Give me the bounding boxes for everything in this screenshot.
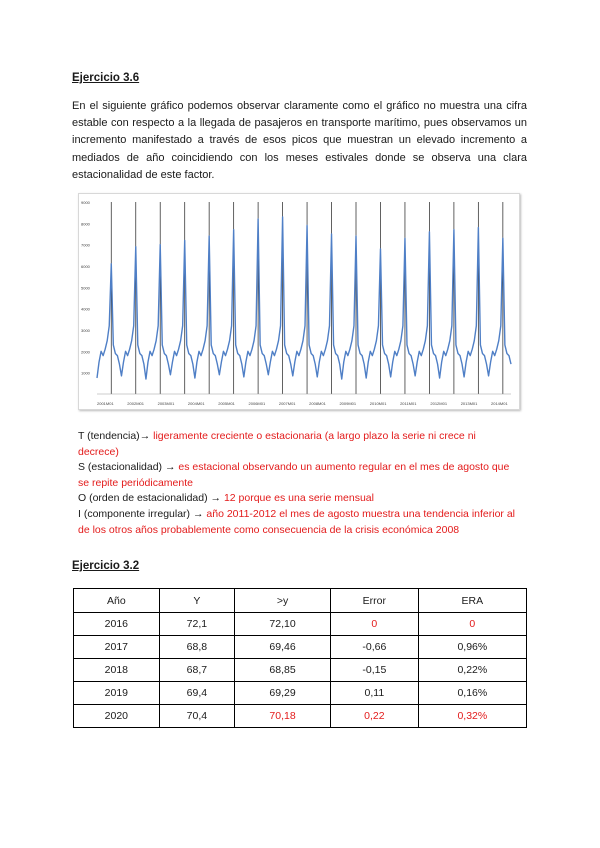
series-line [97,217,511,379]
y-tick-label: 2000 [81,349,90,355]
x-tick-label: 2009M01 [339,401,357,406]
cell-era: 0,96% [418,636,526,659]
y-tick-label: 8000 [81,221,90,227]
cell-y: 68,8 [159,636,234,659]
cell-error: -0,66 [331,636,419,659]
y-tick-label: 7000 [81,242,90,248]
o-label: O (orden de estacionalidad) [78,492,208,505]
table-row [74,636,527,659]
component-i [78,507,518,538]
header-y-hat: >y [235,589,331,613]
forecast-table [73,588,527,728]
cell-era: 0 [418,613,526,636]
cell-y-hat: 72,10 [235,613,331,636]
y-tick-label: 9000 [81,200,90,205]
header-era: ERA [418,589,526,613]
y-tick-label: 1000 [81,370,90,376]
s-text: es estacional observando un aumento regular en el mes de agosto que se repite periódicamente [78,461,510,489]
exercise-3-2-heading: Ejercicio 3.2 [72,560,140,572]
header-error: Error [331,589,419,613]
x-tick-label: 2007M01 [278,401,296,406]
table-row [74,613,527,636]
cell-error: -0,15 [331,659,419,682]
cell-era: 0,16% [418,682,526,705]
table-row [74,659,527,682]
x-tick-label: 2014M01 [491,401,508,406]
cell-era: 0,32% [418,705,526,728]
component-s [78,460,518,491]
i-label: I (componente irregular) [78,507,191,520]
cell-year: 2020 [74,705,160,728]
cell-error: 0,11 [331,682,419,705]
x-tick-label: 2005M01 [218,401,235,406]
cell-y: 72,1 [159,613,234,636]
cell-year: 2018 [74,659,160,682]
x-tick-label: 2011M01 [400,401,417,406]
x-tick-label: 2012M01 [430,401,448,406]
cell-error: 0 [331,613,419,636]
cell-y: 69,4 [159,682,234,705]
cell-error: 0,22 [331,705,419,728]
t-label: T (tendencia) [78,430,140,442]
cell-year: 2019 [74,682,160,705]
y-tick-label: 3000 [81,328,90,333]
header-y: Y [159,589,234,613]
cell-year: 2017 [74,636,160,659]
y-tick-label: 4000 [81,306,90,312]
cell-y-hat: 68,85 [235,659,331,682]
cell-y-hat: 70,18 [235,705,331,728]
cell-y-hat: 69,46 [235,636,331,659]
s-label: S (estacionalidad) [78,461,163,474]
x-tick-label: 2006M01 [248,401,266,406]
table-row [74,682,527,705]
s-arrow: → [164,461,176,474]
t-arrow: → [139,430,151,442]
x-tick-label: 2010M01 [369,401,387,406]
x-tick-label: 2013M01 [460,401,478,406]
cell-y-hat: 69,29 [235,682,331,705]
cell-y: 70,4 [159,705,234,728]
exercise-3-6-heading: Ejercicio 3.6 [72,72,140,84]
o-text: 12 porque es una serie mensual [223,492,374,505]
x-tick-label: 2008M01 [309,401,326,406]
i-text: año 2011-2012 el mes de agosto muestra una tendencia inferior al de los otros años probablemente como consecuencia de la crisis económica 2008 [78,507,515,536]
x-tick-label: 2001M01 [97,401,114,406]
i-arrow: → [192,507,204,520]
component-t [78,429,518,460]
o-arrow: → [210,492,222,505]
y-tick-label: 6000 [81,264,90,269]
component-o [78,491,518,507]
exercise-3-6-paragraph: En el siguiente gráfico podemos observar claramente como el gráfico no muestra una cifra estable con respecto a la llegada de pasajeros en transporte marítimo, pues observamos un incremento manifestado a través de esos picos que muestran un elevado incremento a mediados de año coincidiendo con los meses estivales donde se observa una clara estacionalidad de este factor. [72,100,527,181]
y-tick-label: 5000 [81,285,90,291]
components-list [78,429,518,538]
cell-era: 0,22% [418,659,526,682]
chart-svg [79,194,519,409]
cell-y: 68,7 [159,659,234,682]
table-row [74,705,527,728]
seasonal-line-chart [78,193,520,410]
cell-year: 2016 [74,613,160,636]
table-header-row [74,589,527,613]
x-tick-label: 2004M01 [187,401,205,406]
t-text: ligeramente creciente o estacionaria (a largo plazo la serie ni crece ni decrece) [78,430,476,458]
x-tick-label: 2003M01 [157,401,175,406]
header-year: Año [74,589,160,613]
x-tick-label: 2002M01 [127,401,144,406]
